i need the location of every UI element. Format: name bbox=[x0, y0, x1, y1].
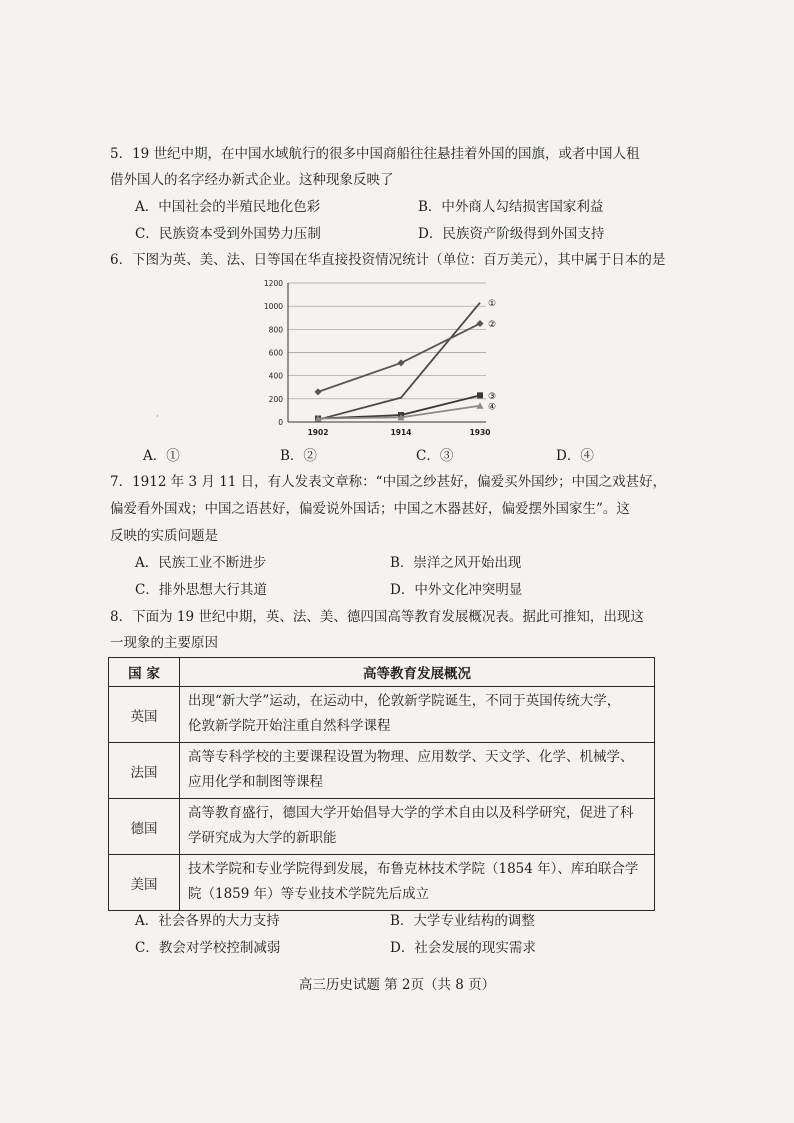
y-tick-label: 1200 bbox=[263, 279, 283, 288]
data-point bbox=[398, 359, 405, 366]
row-country: 美国 bbox=[109, 855, 180, 911]
q7-stem-line1: 7．1912 年 3 月 11 日，有人发表文章称：“中国之纱甚好，偏爱买外国纱；中国之戏甚好， bbox=[110, 474, 667, 490]
y-tick-label: 800 bbox=[268, 325, 283, 335]
page-footer: 高三历史试题 第 2页（共 8 页） bbox=[298, 977, 496, 993]
series-line bbox=[318, 324, 480, 392]
row-line: 伦敦新学院开始注重自然科学课程 bbox=[188, 718, 391, 734]
q7-option-d: D．中外文化冲突明显 bbox=[390, 582, 523, 598]
q8-stem-line2: 一现象的主要原因 bbox=[110, 635, 218, 651]
row-country: 英国 bbox=[109, 687, 180, 743]
q8-option-c: C．教会对学校控制减弱 bbox=[135, 940, 281, 956]
table-row bbox=[109, 687, 655, 743]
x-tick-label: 1914 bbox=[390, 428, 412, 437]
data-point bbox=[315, 388, 322, 395]
q6-option-a: A．① bbox=[143, 448, 180, 464]
table-row bbox=[109, 855, 655, 911]
y-tick-label: 1000 bbox=[263, 302, 283, 312]
series-label: ② bbox=[488, 320, 497, 331]
x-tick-label: 1902 bbox=[307, 428, 329, 437]
q6-stem: 6．下图为英、美、法、日等国在华直接投资情况统计（单位：百万美元），其中属于日本的是 bbox=[110, 252, 666, 268]
row-description bbox=[180, 687, 655, 743]
q7-option-b: B．崇洋之风开始出现 bbox=[390, 555, 522, 571]
q5-stem-line2: 借外国人的名字经办新式企业。这种现象反映了 bbox=[110, 172, 394, 188]
row-line: 学研究成为大学的新职能 bbox=[188, 830, 337, 846]
q8-option-d: D．社会发展的现实需求 bbox=[390, 940, 536, 956]
table-header-row bbox=[109, 658, 655, 687]
row-line: 技术学院和专业学院得到发展，布鲁克林技术学院（1854 年）、库珀联合学 bbox=[188, 861, 639, 877]
q7-option-c: C．排外思想大行其道 bbox=[135, 582, 267, 598]
row-line: 高等教育盛行，德国大学开始倡导大学的学术自由以及科学研究，促进了科 bbox=[188, 805, 634, 821]
row-line: 出现“新大学”运动，在运动中，伦敦新学院诞生，不同于英国传统大学， bbox=[188, 693, 621, 709]
series-label: ① bbox=[488, 299, 497, 310]
row-description bbox=[180, 799, 655, 855]
q7-stem-line2: 偏爱看外国戏；中国之语甚好，偏爱说外国话；中国之木器甚好，偏爱摆外国家生”。这 bbox=[110, 501, 630, 517]
q6-option-d: D．④ bbox=[556, 448, 594, 464]
header-description: 高等教育发展概况 bbox=[180, 658, 655, 687]
q5-option-d: D．民族资产阶级得到外国支持 bbox=[418, 226, 605, 242]
row-line: 应用化学和制图等课程 bbox=[188, 774, 323, 790]
y-tick-label: 200 bbox=[268, 394, 283, 404]
data-point bbox=[477, 320, 484, 327]
education-table bbox=[108, 657, 655, 911]
investment-line-chart bbox=[248, 275, 508, 440]
q8-stem-line1: 8．下面为 19 世纪中期，英、法、美、德四国高等教育发展概况表。据此可推知，出现这 bbox=[110, 609, 644, 625]
q8-option-a: A．社会各界的大力支持 bbox=[135, 913, 280, 929]
x-tick-label: 1930 bbox=[469, 428, 491, 437]
y-tick-label: 400 bbox=[268, 371, 283, 381]
q5-option-b: B．中外商人勾结损害国家利益 bbox=[418, 199, 604, 215]
table-row bbox=[109, 799, 655, 855]
series-label: ③ bbox=[488, 391, 497, 402]
series-label: ④ bbox=[488, 402, 497, 413]
q7-option-a: A．民族工业不断进步 bbox=[135, 555, 267, 571]
row-country: 德国 bbox=[109, 799, 180, 855]
table-row bbox=[109, 743, 655, 799]
q5-option-c: C．民族资本受到外国势力压制 bbox=[135, 226, 321, 242]
q5-option-a: A．中国社会的半殖民地化色彩 bbox=[135, 199, 321, 215]
q7-stem-line3: 反映的实质问题是 bbox=[110, 528, 218, 544]
q8-option-b: B．大学专业结构的调整 bbox=[390, 913, 535, 929]
row-line: 高等专科学校的主要课程设置为物理、应用数学、天文学、化学、机械学、 bbox=[188, 749, 634, 765]
q5-stem-line1: 5．19 世纪中期，在中国水域航行的很多中国商船往往悬挂着外国的国旗，或者中国人租 bbox=[110, 146, 640, 162]
row-description bbox=[180, 855, 655, 911]
stray-dot: · bbox=[156, 412, 159, 422]
row-line: 院（1859 年）等专业技术学院先后成立 bbox=[188, 886, 430, 902]
q6-option-c: C．③ bbox=[416, 448, 454, 464]
data-point bbox=[477, 392, 483, 398]
y-tick-label: 600 bbox=[268, 348, 283, 358]
header-country: 国 家 bbox=[109, 658, 180, 687]
row-description bbox=[180, 743, 655, 799]
y-tick-label: 0 bbox=[278, 418, 283, 427]
q6-option-b: B．② bbox=[280, 448, 317, 464]
row-country: 法国 bbox=[109, 743, 180, 799]
